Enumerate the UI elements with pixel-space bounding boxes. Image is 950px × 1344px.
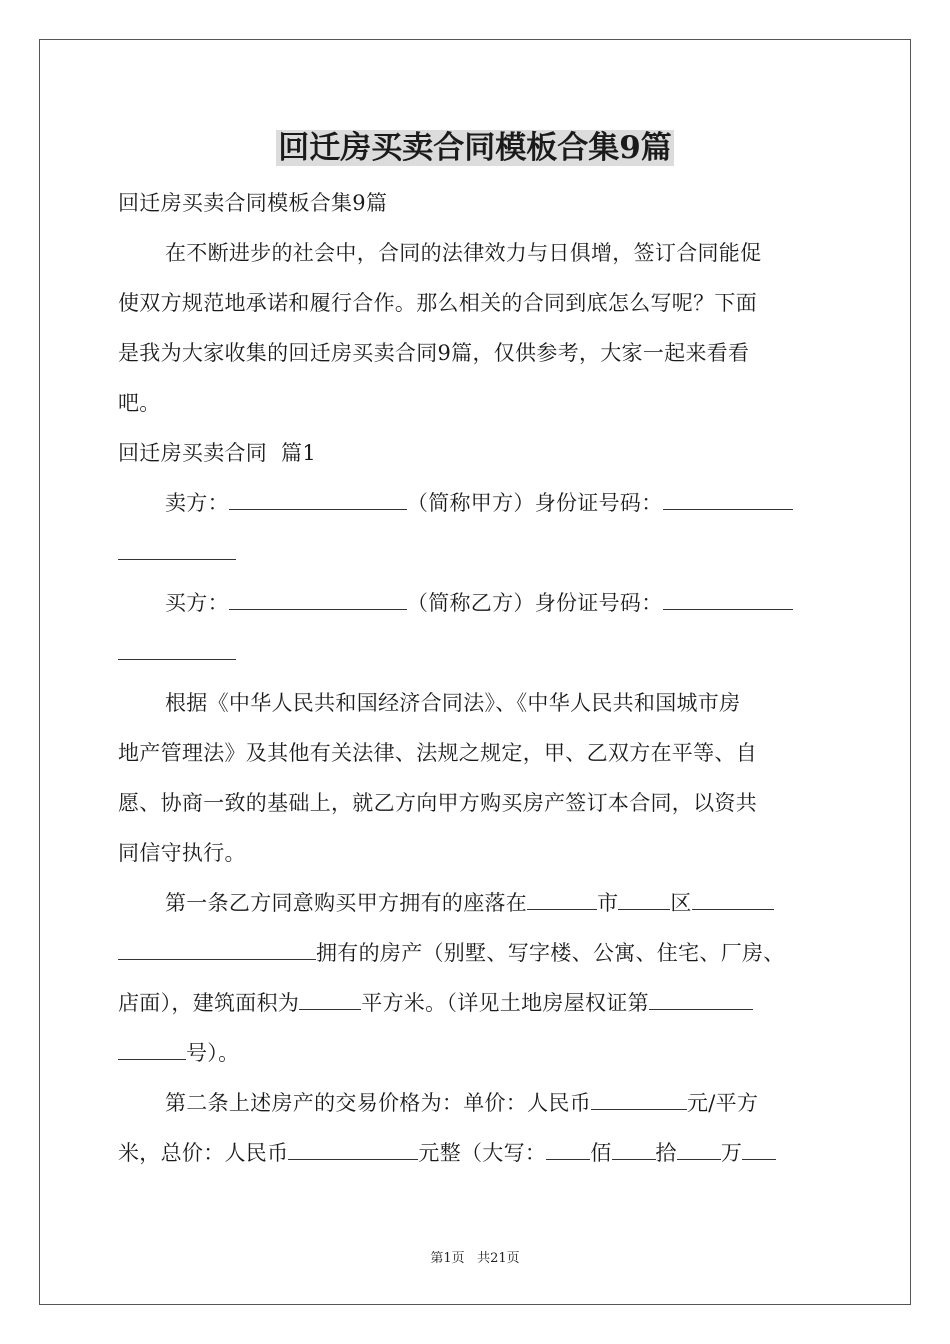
seller-id-label: （简称甲方）身份证号码： <box>406 491 663 515</box>
page-total: 共21页 <box>477 1251 520 1266</box>
district-label: 区 <box>670 891 692 915</box>
page-number: 第1页 <box>430 1251 465 1266</box>
seller-label: 卖方： <box>165 491 229 515</box>
seller-id-blank <box>663 491 793 510</box>
seller-name-blank <box>229 491 407 510</box>
certificate-label: 平方米。（详见土地房屋权证第 <box>361 991 649 1015</box>
document-body <box>118 178 836 1178</box>
buyer-label: 买方： <box>165 591 229 615</box>
unit-price-unit: 元/平方 <box>687 1091 759 1115</box>
total-price-label: 米，总价：人民币 <box>118 1141 289 1165</box>
seller-line-cont <box>118 528 836 578</box>
thousands-blank <box>742 1141 776 1160</box>
certificate-suffix: 号）。 <box>186 1041 240 1065</box>
tens-blank <box>612 1141 656 1160</box>
area-label: 店面），建筑面积为 <box>118 991 300 1015</box>
buyer-id-blank-cont <box>118 641 236 660</box>
amount-words-label: 元整（大写： <box>418 1141 547 1165</box>
page-footer <box>0 1250 950 1268</box>
intro-line: 是我为大家收集的回迁房买卖合同9篇，仅供参考，大家一起来看看 <box>118 341 750 365</box>
buyer-line <box>118 578 836 628</box>
article1-line <box>118 978 836 1028</box>
document-title: 回迁房买卖合同模板合集9篇 <box>278 130 672 166</box>
total-price-blank <box>288 1141 418 1160</box>
article1-line <box>118 878 836 928</box>
unit-price-blank <box>591 1091 687 1110</box>
basis-line: 根据《中华人民共和国经济合同法》、《中华人民共和国城市房 <box>165 691 741 715</box>
buyer-id-label: （简称乙方）身份证号码： <box>406 591 663 615</box>
property-type-text: 拥有的房产（别墅、写字楼、公寓、住宅、厂房、 <box>316 941 785 965</box>
article2-line <box>118 1128 836 1178</box>
unit-price-label: 第二条上述房产的交易价格为：单价：人民币 <box>165 1091 591 1115</box>
intro-line: 使双方规范地承诺和履行合作。那么相关的合同到底怎么写呢？下面 <box>118 291 757 315</box>
article2-line <box>118 1078 836 1128</box>
buyer-id-blank <box>663 591 793 610</box>
basis-line: 同信守执行。 <box>118 841 246 865</box>
section-heading: 回迁房买卖合同 篇1 <box>118 441 317 465</box>
certificate-blank-cont <box>118 1041 186 1060</box>
basis-line: 愿、协商一致的基础上，就乙方向甲方购买房产签订本合同，以资共 <box>118 791 757 815</box>
address-blank-cont <box>118 941 316 960</box>
buyer-line-cont <box>118 628 836 678</box>
ten-thousands-label: 万 <box>720 1141 743 1165</box>
buyer-name-blank <box>229 591 407 610</box>
article1-text: 第一条乙方同意购买甲方拥有的座落在 <box>165 891 528 915</box>
seller-line <box>118 478 836 528</box>
city-label: 市 <box>597 891 619 915</box>
hundreds-label: 佰 <box>590 1141 612 1165</box>
ten-thousands-blank <box>677 1141 721 1160</box>
intro-line: 吧。 <box>118 391 161 415</box>
seller-id-blank-cont <box>118 541 236 560</box>
article1-line <box>118 928 836 978</box>
city-blank <box>527 891 597 910</box>
certificate-blank <box>649 991 753 1010</box>
area-blank <box>299 991 361 1010</box>
address-blank <box>692 891 774 910</box>
intro-line: 在不断进步的社会中，合同的法律效力与日俱增，签订合同能促 <box>165 241 762 265</box>
basis-line: 地产管理法》及其他有关法律、法规之规定，甲、乙双方在平等、自 <box>118 741 757 765</box>
district-blank <box>618 891 670 910</box>
subtitle: 回迁房买卖合同模板合集9篇 <box>118 191 388 215</box>
hundreds-blank <box>546 1141 590 1160</box>
tens-label: 拾 <box>655 1141 677 1165</box>
article1-line <box>118 1028 836 1078</box>
